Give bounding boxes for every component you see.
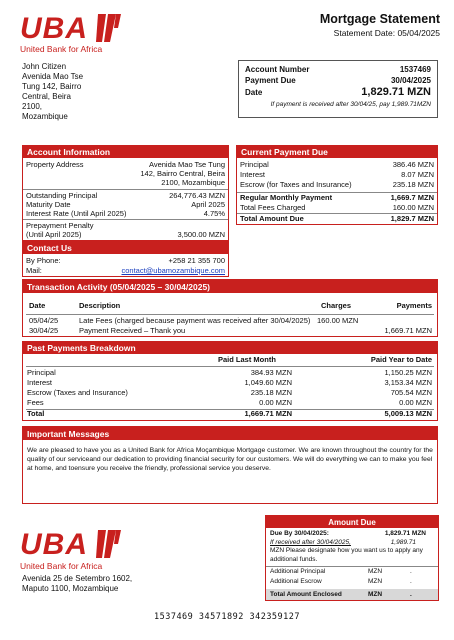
past-row-label: Principal	[27, 368, 56, 377]
customer-address-line: Tung 142, Bairro	[22, 82, 82, 91]
additional-principal-unit: MZN	[368, 568, 383, 575]
logo-tagline: United Bank for Africa	[20, 44, 103, 54]
transaction-activity-section	[22, 279, 438, 337]
interest-rate-value: 4.75%	[203, 209, 225, 218]
total-enclosed-input[interactable]: .	[410, 591, 412, 598]
contact-header: Contact Us	[23, 242, 228, 254]
bank-address-line: Maputo 1100, Mozambique	[22, 584, 119, 593]
col-paid-last-month: Paid Last Month	[218, 355, 276, 364]
customer-address	[22, 62, 83, 122]
past-row-last: 235.18 MZN	[250, 388, 292, 397]
important-messages-body: We are pleased to have you as a United Bank for Africa Moçambique Mortgage customer. We are known throughout the country for the quality of our serviceand our dedication to providing financial security for our customers. We will do everything we can to make you feel at home, and toensure you receive the friendly, professional service you deserve.	[27, 447, 433, 472]
total-fees-value: 160.00 MZN	[392, 203, 434, 212]
account-information-header: Account Information	[23, 146, 228, 158]
regular-payment-label: Regular Monthly Payment	[240, 193, 333, 202]
footer-logo-wordmark: UBA	[20, 528, 88, 561]
total-amount-due-label: Total Amount Due	[240, 214, 304, 223]
past-row-ytd: 705.54 MZN	[390, 388, 432, 397]
total-fees-label: Total Fees Charged	[240, 203, 306, 212]
amount-due-header: Amount Due	[266, 516, 438, 528]
payment-due-label: Payment Due	[245, 76, 296, 85]
footer-logo-tagline: United Bank for Africa	[20, 561, 103, 571]
amount-date-label: Date	[245, 88, 263, 97]
logo-emblem-icon	[94, 12, 122, 44]
amount-due-value: 1,829.71 MZN	[361, 86, 431, 98]
statement-title: Mortgage Statement	[319, 12, 440, 26]
late-payment-note: If payment is received after 30/04/25, pay 1,989.71MZN	[270, 101, 431, 108]
interest-value: 8.07 MZN	[401, 170, 434, 179]
customer-address-line: Avenida Mao Tse	[22, 72, 84, 81]
transaction-description: Late Fees (charged because payment was received after 30/04/2025)	[79, 316, 311, 325]
bank-address-line: Avenida 25 de Setembro 1602,	[22, 574, 133, 583]
footer-logo-emblem-icon	[94, 528, 122, 560]
prepayment-penalty-label: Prepayment Penalty	[26, 221, 94, 230]
regular-payment-value: 1,669.7 MZN	[390, 193, 434, 202]
customer-address-line: Central, Beira	[22, 92, 71, 101]
mail-link[interactable]: contact@ubamozambique.com	[121, 266, 225, 275]
principal-label: Principal	[240, 160, 269, 169]
contact-section	[22, 241, 229, 277]
transaction-date: 05/04/25	[29, 316, 59, 325]
prepayment-penalty-period: (Until April 2025)	[26, 230, 82, 239]
transaction-description: Payment Received – Thank you	[79, 326, 186, 335]
designate-note: MZN Please designate how you want us to apply any additional funds.	[270, 547, 423, 563]
past-row-label: Fees	[27, 398, 44, 407]
transaction-payments: 1,669.71 MZN	[384, 326, 432, 335]
past-row-label: Interest	[27, 378, 53, 387]
current-payment-section	[236, 145, 438, 225]
payment-due-value: 30/04/2025	[390, 76, 431, 85]
col-date-header: Date	[29, 301, 46, 310]
transaction-activity-header: Transaction Activity (05/04/2025 – 30/04/2025)	[23, 280, 437, 293]
interest-label: Interest	[240, 170, 266, 179]
past-row-last: 0.00 MZN	[259, 398, 292, 407]
transaction-date: 30/04/25	[29, 326, 59, 335]
account-summary-box	[238, 60, 438, 118]
due-by-label: Due By 30/04/2025:	[270, 530, 329, 537]
past-row-ytd: 3,153.34 MZN	[384, 378, 432, 387]
if-received-value: 1,989.71	[390, 538, 416, 546]
amount-due-coupon	[265, 515, 439, 601]
micr-line: 1537469 34571892 342359127	[153, 612, 301, 622]
footer-uba-logo	[20, 528, 140, 570]
logo-wordmark: UBA	[20, 12, 88, 45]
past-total-ytd: 5,009.13 MZN	[384, 409, 432, 418]
total-enclosed-row	[266, 589, 438, 600]
prepayment-penalty-value: 3,500.00 MZN	[177, 230, 225, 239]
additional-escrow-unit: MZN	[368, 577, 383, 585]
customer-address-line: 2100,	[22, 102, 43, 111]
past-payments-section	[22, 341, 438, 421]
past-total-label: Total	[27, 409, 45, 418]
outstanding-principal-value: 264,776.43 MZN	[169, 191, 225, 200]
current-payment-header: Current Payment Due	[237, 146, 437, 158]
past-row-last: 1,049.60 MZN	[244, 378, 292, 387]
past-row-ytd: 0.00 MZN	[399, 398, 432, 407]
additional-principal-input[interactable]: .	[410, 568, 412, 575]
principal-value: 386.46 MZN	[392, 160, 434, 169]
account-number-label: Account Number	[245, 65, 310, 74]
total-amount-due-value: 1,829.7 MZN	[390, 214, 434, 223]
maturity-date-label: Maturity Date	[26, 200, 71, 209]
outstanding-principal-label: Outstanding Principal	[26, 191, 98, 200]
if-received-label: If received after 30/04/2025,	[270, 538, 351, 546]
due-by-value: 1,829.71 MZN	[384, 530, 426, 537]
bank-address	[22, 574, 132, 594]
customer-name: John Citizen	[22, 62, 67, 71]
past-row-last: 384.93 MZN	[250, 368, 292, 377]
transaction-charges: 160.00 MZN	[317, 316, 359, 325]
past-payments-header: Past Payments Breakdown	[23, 342, 437, 354]
interest-rate-label: Interest Rate (Until April 2025)	[26, 209, 127, 218]
property-address-line: 142, Bairro Central, Beira	[140, 169, 225, 178]
col-paid-ytd: Paid Year to Date	[370, 355, 432, 364]
past-total-last: 1,669.71 MZN	[244, 409, 292, 418]
account-information-section	[22, 145, 229, 241]
statement-date: Statement Date: 05/04/2025	[333, 28, 440, 38]
total-enclosed-unit: MZN	[368, 591, 383, 598]
additional-escrow-label: Additional Escrow	[270, 577, 322, 585]
maturity-date-value: April 2025	[191, 200, 225, 209]
customer-address-line: Mozambique	[22, 112, 68, 121]
additional-escrow-input[interactable]: .	[410, 577, 412, 585]
col-payments-header: Payments	[396, 301, 432, 310]
past-row-label: Escrow (Taxes and Insurance)	[27, 388, 128, 397]
uba-logo	[20, 12, 130, 52]
escrow-label: Escrow (for Taxes and Insurance)	[240, 180, 352, 189]
past-row-ytd: 1,150.25 MZN	[384, 368, 432, 377]
important-messages-section	[22, 426, 438, 504]
escrow-value: 235.18 MZN	[392, 180, 434, 189]
property-address-label: Property Address	[26, 160, 84, 169]
col-description-header: Description	[79, 301, 121, 310]
important-messages-header: Important Messages	[23, 427, 437, 440]
col-charges-header: Charges	[321, 301, 352, 310]
phone-value: +258 21 355 700	[168, 256, 225, 265]
account-number-value: 1537469	[399, 65, 431, 74]
total-enclosed-label: Total Amount Enclosed	[270, 591, 342, 598]
property-address-line: Avenida Mao Tse Tung	[148, 160, 225, 169]
phone-label: By Phone:	[26, 256, 61, 265]
property-address-line: 2100, Mozambique	[161, 178, 225, 187]
mail-label: Mail:	[26, 266, 42, 275]
additional-principal-label: Additional Principal	[270, 568, 326, 575]
